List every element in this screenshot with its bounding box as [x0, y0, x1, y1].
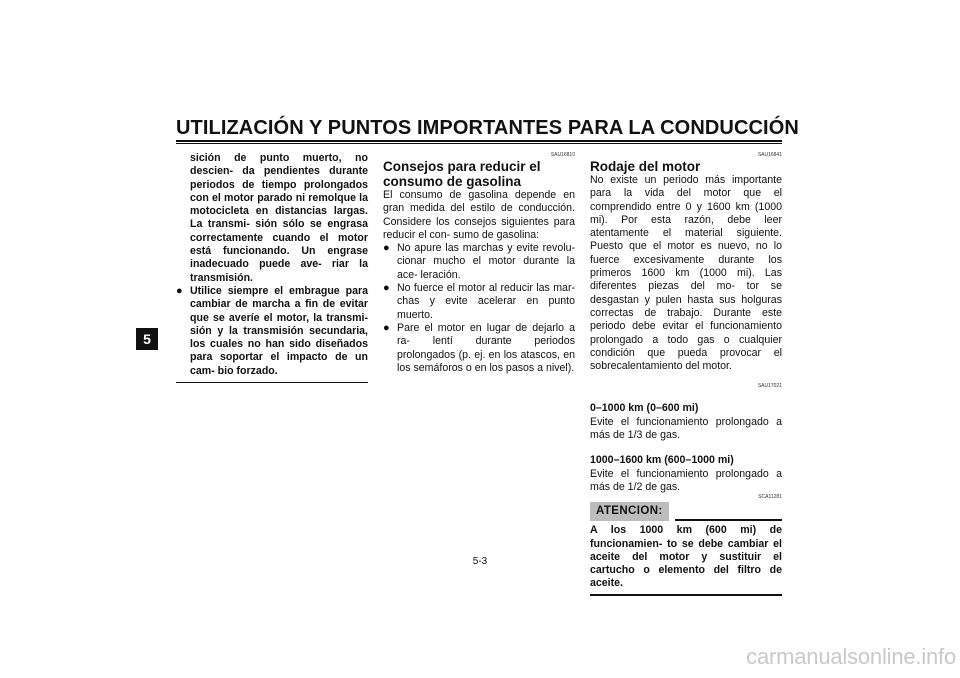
section-heading: Consejos para reducir el consumo de gasolina: [383, 159, 541, 189]
column-2: [383, 152, 575, 375]
list-item: [176, 285, 368, 378]
paragraph: Evite el funcionamiento prolongado a más de 1/3 de gas.: [590, 415, 782, 442]
paragraph: Evite el funcionamiento prolongado a más de 1/2 de gas.: [590, 467, 782, 493]
caution-header: [590, 502, 782, 521]
reference-code: SAU16841: [757, 152, 782, 158]
section-heading: Rodaje del motor: [590, 159, 701, 174]
list-item: [383, 242, 575, 282]
chapter-tab: 5: [136, 328, 158, 350]
section-end-rule: [176, 382, 368, 383]
column-1: [176, 152, 368, 383]
paragraph: No existe un periodo más importante para la vida del motor que el comprendido entre 0 y 1600 km (1000 mi). Por esta razón, debe leer atentamente el material siguiente. Puesto que el motor es nuevo, no lo fuerce excesivamente durante los primeros 1600 km (1000 mi). Las diferentes piezas del mo- tor se desgastan y pulen hasta sus holguras correctas de trabajo. Durante este periodo debe evitar el funcionamiento prolongado a todo gas o cualquier condición que pueda provocar el sobrecalentamiento del motor.: [590, 174, 782, 373]
caution-badge: ATENCION:: [590, 502, 669, 521]
reference-code: SAU16810: [550, 152, 575, 158]
bullet-text: No apure las marchas y evite revolu- cionar mucho el motor durante la ace- leración.: [397, 242, 575, 281]
bullet-icon: ●: [176, 284, 183, 297]
subsection-heading: 0–1000 km (0–600 mi): [590, 402, 699, 415]
caution-text: A los 1000 km (600 mi) de funcionamien- to se debe cambiar el aceite del motor y sustituir el cartucho o elemento del filtro de aceite.: [590, 524, 782, 590]
list-item: [383, 282, 575, 322]
bullet-text: No fuerce el motor al reducir las mar- chas y evite acelerar en punto muerto.: [397, 282, 575, 321]
list-item: [383, 322, 575, 375]
column-3: [590, 152, 782, 596]
bullet-icon: ●: [383, 282, 390, 295]
title-rule-thin: [176, 143, 782, 144]
caution-rule: [675, 519, 782, 521]
title-rule: [176, 140, 782, 142]
page-title: UTILIZACIÓN Y PUNTOS IMPORTANTES PARA LA CONDUCCIÓN: [176, 117, 799, 139]
subsection-heading: 1000–1600 km (600–1000 mi): [590, 454, 734, 467]
reference-code: SCA11281: [758, 494, 782, 501]
page-number: 5-3: [472, 556, 488, 567]
bullet-list: [383, 242, 575, 375]
bullet-icon: ●: [383, 321, 390, 334]
bullet-text: Utilice siempre el embrague para cambiar de marcha a fin de evitar que se averíe el motor, la transmi- sión y la transmisión secundaria, los cuales no han sido diseñados para soportar el impacto de un cam- bio forzado.: [190, 284, 368, 377]
section-end-rule: [590, 594, 782, 596]
paragraph: El consumo de gasolina depende en gran medida del estilo de conducción. Considere los consejos siguientes para reducir el con- sumo de gasolina:: [383, 189, 575, 241]
reference-code: SAU17021: [757, 383, 782, 390]
continuation-text: sición de punto muerto, no descien- da pendientes durante periodos de tiempo prolongados con el motor parado ni remolque la motocicleta en distancias largas. La transmi- sión sólo se engrasa correctamente cuando el motor está funcionando. Un engrase inadecuado puede ave- riar la transmisión.: [190, 152, 368, 284]
bullet-text: Pare el motor en lugar de dejarlo a ra- lentí durante periodos prolongados (p. ej. en los atascos, en los semáforos o en los pasos a nivel).: [397, 321, 575, 374]
bullet-icon: ●: [383, 242, 390, 255]
watermark: carmanualsonline.info: [746, 644, 956, 669]
